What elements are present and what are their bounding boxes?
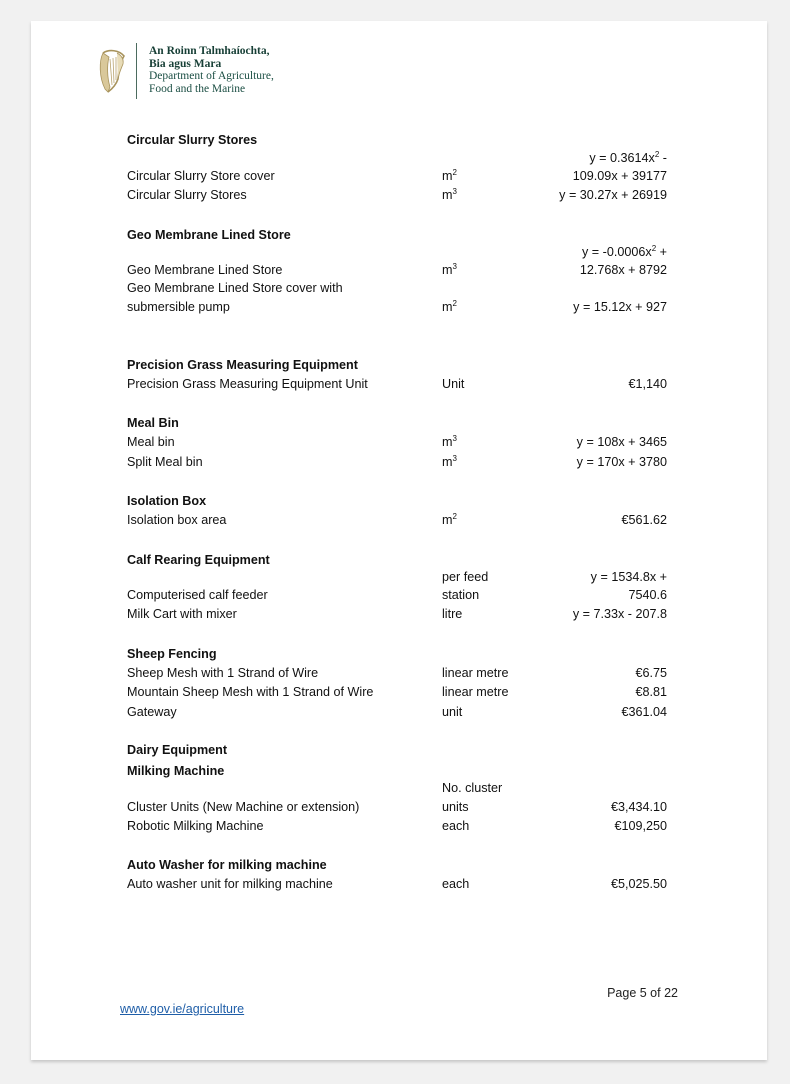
item-unit-line1: No. cluster xyxy=(442,781,503,795)
geo-store-value-line1: $y = -0.0006x^2$ + xyxy=(582,244,667,259)
item-unit: $m^2$ xyxy=(442,299,457,314)
item-unit: each xyxy=(442,819,470,833)
table-row xyxy=(127,377,667,395)
item-unit: unit xyxy=(442,705,463,719)
item-value: €6.75 xyxy=(635,666,667,680)
organization-name xyxy=(149,45,274,95)
org-name-irish-line2: Bia agus Mara xyxy=(149,57,222,70)
table-row xyxy=(127,263,667,281)
item-unit-line1: per feed xyxy=(442,570,489,584)
item-unit: units xyxy=(442,800,469,814)
item-value: €1,140 xyxy=(628,377,667,391)
table-row xyxy=(127,685,667,703)
item-value: €8.81 xyxy=(635,685,667,699)
org-name-irish-line1: An Roinn Talmhaíochta, xyxy=(149,45,270,57)
table-row xyxy=(127,781,667,799)
item-name: Isolation box area xyxy=(127,513,227,527)
table-row xyxy=(127,513,667,531)
section-heading-auto-washer: Auto Washer for milking machine xyxy=(127,858,327,872)
table-row xyxy=(127,455,667,473)
item-name: Meal bin xyxy=(127,435,175,449)
item-value: y = 30.27x + 26919 xyxy=(559,188,667,202)
item-unit: each xyxy=(442,877,470,891)
page-number: Page 5 of 22 xyxy=(607,986,678,1000)
org-name-english-line2: Food and the Marine xyxy=(149,82,246,95)
table-row xyxy=(127,435,667,453)
item-unit: $m^2$ xyxy=(442,512,457,527)
item-unit: $m^3$ xyxy=(442,454,457,469)
item-value: y = 170x + 3780 xyxy=(576,455,667,469)
item-value: 7540.6 xyxy=(628,588,667,602)
table-row xyxy=(127,169,667,187)
table-row xyxy=(127,607,667,625)
item-name: Circular Slurry Stores xyxy=(127,188,247,202)
table-row xyxy=(127,188,667,206)
item-name: Sheep Mesh with 1 Strand of Wire xyxy=(127,666,319,680)
table-row xyxy=(127,877,667,895)
footer-website-link[interactable]: www.gov.ie/agriculture xyxy=(120,1002,245,1016)
item-value: €561.62 xyxy=(621,513,667,527)
item-name: Computerised calf feeder xyxy=(127,588,268,602)
item-unit: $m^3$ xyxy=(442,262,457,277)
item-unit: Unit xyxy=(442,377,465,391)
section-heading-calf-rearing: Calf Rearing Equipment xyxy=(127,553,270,567)
item-unit: $m^2$ xyxy=(442,168,457,183)
section-heading-dairy: Dairy Equipment xyxy=(127,743,228,757)
document-page xyxy=(31,21,767,1060)
table-row xyxy=(127,570,667,588)
item-unit: linear metre xyxy=(442,666,509,680)
item-name: Gateway xyxy=(127,705,177,719)
item-value: y = 108x + 3465 xyxy=(576,435,667,449)
item-name: Auto washer unit for milking machine xyxy=(127,877,333,891)
item-name: Robotic Milking Machine xyxy=(127,819,264,833)
item-name: Split Meal bin xyxy=(127,455,203,469)
item-name: Milk Cart with mixer xyxy=(127,607,237,621)
item-value: 12.768x + 8792 xyxy=(579,263,667,277)
table-row xyxy=(127,705,667,723)
item-value-line1: y = 1534.8x + xyxy=(590,570,667,584)
item-unit: litre xyxy=(442,607,463,621)
item-name: Geo Membrane Lined Store xyxy=(127,263,283,277)
item-name: submersible pump xyxy=(127,300,230,314)
logo-divider xyxy=(136,43,137,99)
item-unit: station xyxy=(442,588,480,602)
item-unit: $m^3$ xyxy=(442,434,457,449)
table-row xyxy=(127,588,667,606)
table-row xyxy=(127,666,667,684)
org-name-english-line1: Department of Agriculture, xyxy=(149,70,274,82)
item-name: Cluster Units (New Machine or extension) xyxy=(127,800,360,814)
item-name: Mountain Sheep Mesh with 1 Strand of Wire xyxy=(127,685,374,699)
slurry-cover-value-line1: $y = 0.3614x^2$ - xyxy=(589,150,667,165)
table-row xyxy=(127,800,667,818)
section-heading-isolation-box: Isolation Box xyxy=(127,494,207,508)
item-value: €361.04 xyxy=(621,705,667,719)
item-value: €3,434.10 xyxy=(610,800,667,814)
item-name: Precision Grass Measuring Equipment Unit xyxy=(127,377,368,391)
item-name: Circular Slurry Store cover xyxy=(127,169,275,183)
item-value: y = 15.12x + 927 xyxy=(573,300,667,314)
section-heading-sheep-fencing: Sheep Fencing xyxy=(127,647,217,661)
item-name-line1: Geo Membrane Lined Store cover with xyxy=(127,281,343,295)
table-row xyxy=(127,819,667,837)
item-value: €109,250 xyxy=(614,819,667,833)
harp-icon xyxy=(97,47,127,95)
item-unit: linear metre xyxy=(442,685,509,699)
item-unit: $m^3$ xyxy=(442,187,457,202)
section-heading-geo-membrane: Geo Membrane Lined Store xyxy=(127,228,291,242)
subsection-heading-milking-machine: Milking Machine xyxy=(127,764,225,778)
section-heading-precision-grass: Precision Grass Measuring Equipment xyxy=(127,358,358,372)
section-heading-meal-bin: Meal Bin xyxy=(127,416,179,430)
item-value: 109.09x + 39177 xyxy=(572,169,667,183)
item-value: €5,025.50 xyxy=(610,877,667,891)
section-heading-circular-slurry: Circular Slurry Stores xyxy=(127,133,258,147)
table-row xyxy=(127,300,667,318)
item-value: y = 7.33x - 207.8 xyxy=(572,607,667,621)
